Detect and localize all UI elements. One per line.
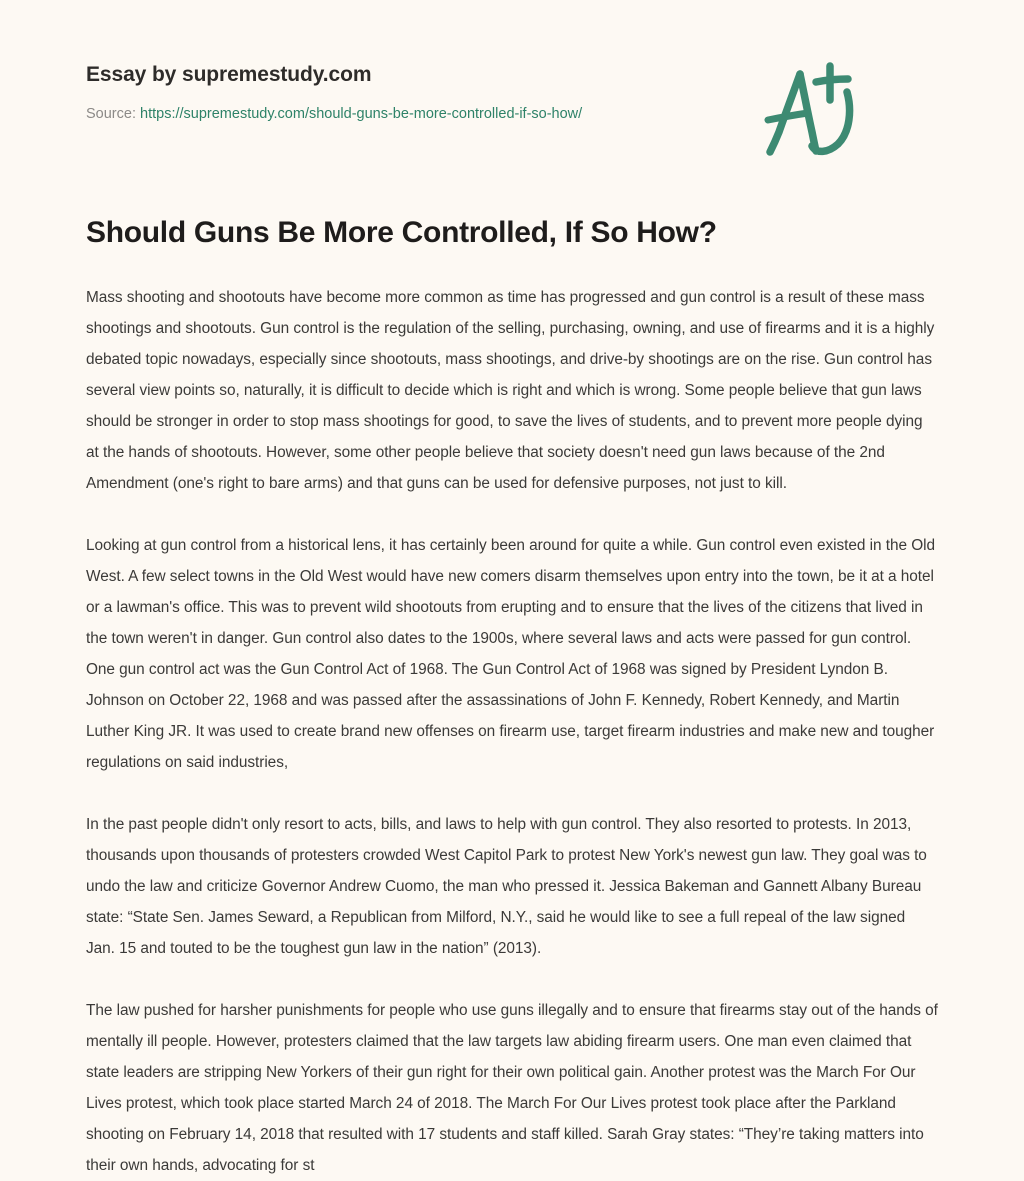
article-paragraph: Looking at gun control from a historical lens, it has certainly been around for quite a while. Gun control even existed in the Old West. A few select towns in the Old West would have new comers disarm themselves upon entry into the town, be it at a hotel or a lawman's office. This was to prevent wild shootouts from erupting and to ensure that the lives of the citizens that lived in the town weren't in danger. Gun control also dates to the 1900s, where several laws and acts were passed for gun control. One gun control act was the Gun Control Act of 1968. The Gun Control Act of 1968 was signed by President Lyndon B. Johnson on October 22, 1968 and was passed after the assassinations of John F. Kennedy, Robert Kennedy, and Martin Luther King JR. It was used to create brand new offenses on firearm use, target firearm industries and make new and tougher regulations on said industries, [86, 536, 936, 771]
article-paragraph: The law pushed for harsher punishments for people who use guns illegally and to ensure that firearms stay out of the hands of mentally ill people. However, protesters claimed that the law targets law abiding firearm users. One man even claimed that state leaders are stripping New Yorkers of their gun right for their own political gain. Another protest was the March For Our Lives protest, which took place started March 24 of 2018. The March For Our Lives protest took place after the Parkland shooting on February 14, 2018 that resulted with 17 students and staff killed. Sarah Gray states: “They’re taking matters into their own hands, advocating for st [86, 1001, 938, 1174]
article-body [86, 252, 938, 1181]
source-url-link[interactable]: https://supremestudy.com/should-guns-be-more-controlled-if-so-how/ [140, 106, 583, 123]
article-paragraph: In the past people didn't only resort to acts, bills, and laws to help with gun control. They also resorted to protests. In 2013, thousands upon thousands of protesters crowded West Capitol Park to protest New York's newest gun law. They goal was to undo the law and criticize Governor Andrew Cuomo, the man who pressed it. Jessica Bakeman and Gannett Albany Bureau state: “State Sen. James Seward, a Republican from Milford, N.Y., said he would like to see a full repeal of the law signed Jan. 15 and touted to be the toughest gun law in the nation” (2013). [86, 815, 927, 957]
a-plus-logo-icon [750, 52, 866, 168]
page-header [86, 0, 938, 124]
source-label: Source: [86, 106, 136, 123]
page-title: Should Guns Be More Controlled, If So How? [86, 216, 717, 250]
byline: Essay by supremestudy.com [86, 63, 372, 86]
article-paragraph: Mass shooting and shootouts have become more common as time has progressed and gun control is a result of these mass shootings and shootouts. Gun control is the regulation of the selling, purchasing, owning, and use of firearms and it is a highly debated topic nowadays, especially since shootouts, mass shootings, and drive-by shootings are on the rise. Gun control has several view points so, naturally, it is difficult to decide which is right and which is wrong. Some people believe that gun laws should be stronger in order to stop mass shootings for good, to save the lives of students, and to prevent more people dying at the hands of shootouts. However, some other people believe that society doesn't need gun laws because of the 2nd Amendment (one's right to bare arms) and that guns can be used for defensive purposes, not just to kill. [86, 288, 935, 492]
